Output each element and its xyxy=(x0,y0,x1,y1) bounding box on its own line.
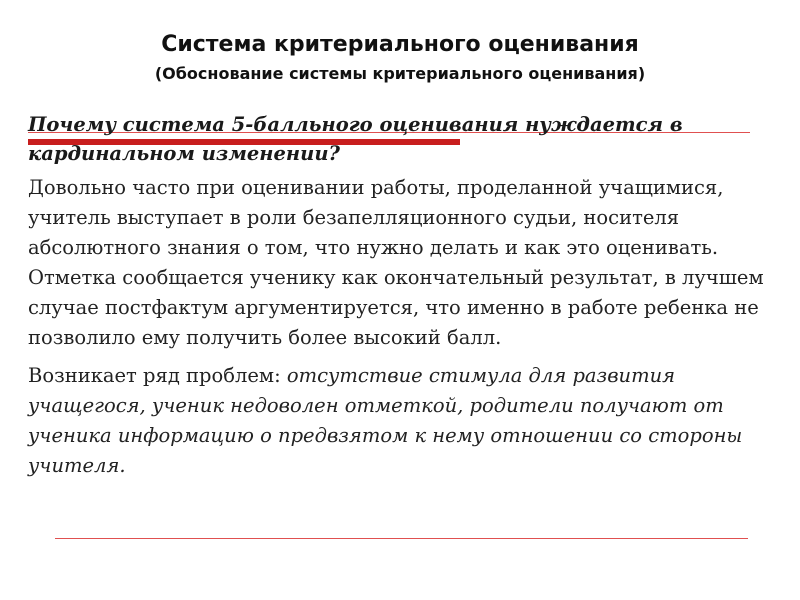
problems-list: отсутствие стимула для развития учащегося, ученик недоволен отметкой, родители получают от ученика информацию о предвзятом к нему отношении со стороны учителя. xyxy=(28,364,743,477)
slide-title: Система критериального оценивания xyxy=(161,32,639,57)
question-heading: Почему система 5-балльного оценивания нуждается в кардинальном изменении? xyxy=(28,113,683,165)
body-paragraph-1: Довольно часто при оценивании работы, проделанной учащимися, учитель выступает в роли безапелляционного судьи, носителя абсолютного знания о том, что нужно делать и как это оценивать. Отметка сообщается ученику как окончательный результат, в лучшем случае постфактум аргументируется, что именно в работе ребенка не позволило ему получить более высокий балл. xyxy=(28,176,764,349)
body-paragraph-2 xyxy=(28,361,773,481)
slide-title-block xyxy=(0,30,800,86)
slide-body xyxy=(28,110,773,481)
problems-lead: Возникает ряд проблем: xyxy=(28,364,287,387)
slide-subtitle: (Обоснование системы критериального оценивания) xyxy=(154,64,646,83)
divider-bottom-thin xyxy=(55,538,748,539)
